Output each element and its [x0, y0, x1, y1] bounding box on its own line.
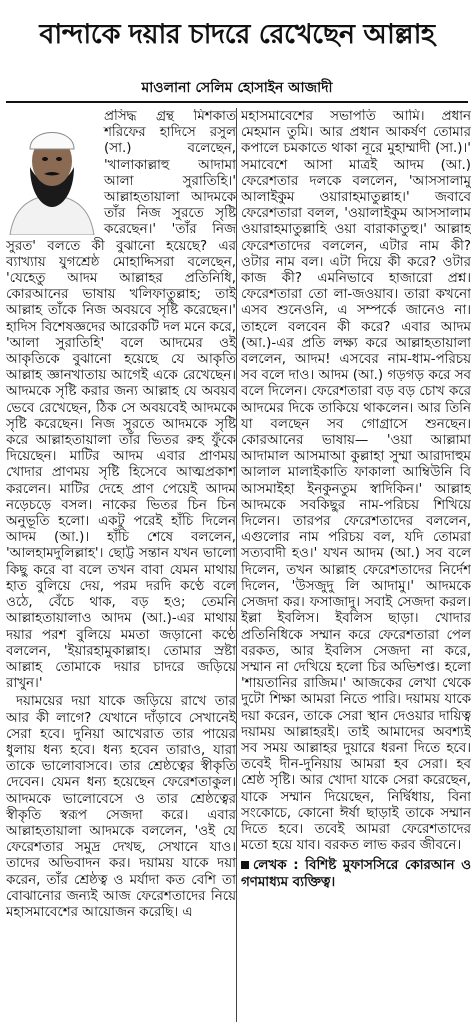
byline-rule	[6, 101, 468, 103]
writer-note	[241, 858, 471, 890]
left-paragraph-2: দয়াময়ের দয়া যাকে জড়িয়ে রাখে তার আর কী লাগে? যেখানে দাঁড়াবে সেখানেই সেরা হবে। দুনিয়া আখেরাত তার পায়ের ধুলায় ধন্য হবে। ধন্য হবেন তারাও, যারা তাকে ভালোবাসবে। তার শ্রেষ্ঠত্বের স্বীকৃতি দেবেন। যেমন ধন্য হয়েছেন ফেরেশতাকুল। আদমকে ভালোবেসে ও তার শ্রেষ্ঠত্বের স্বীকৃতি স্বরূপ সেজদা করে। এবার আল্লাহতায়ালা আদমকে বললেন, 'ওই যে ফেরেশতার সমুদ্র দেখছ, সেখানে যাও। তাদের অভিবাদন কর। দয়াময় যাকে দয়া করেন, তাঁর শ্রেষ্ঠত্ব ও মর্যাদা কত বেশি তা বোঝানোর জন্যই আজ ফেরেশতাদের নিয়ে মহাসমাবেশের আয়োজন করেছি। এ	[6, 694, 236, 920]
author-photo	[6, 109, 98, 235]
writer-label: লেখক :	[253, 858, 299, 874]
right-column	[241, 109, 471, 1021]
article-headline: বান্দাকে দয়ার চাদরে রেখেছেন আল্লাহ	[39, 18, 435, 50]
author-byline: মাওলানা সেলিম হোসাইন আজাদী	[141, 80, 333, 96]
author-portrait-image	[6, 109, 98, 235]
column-divider	[236, 108, 237, 1022]
writer-description: বিশিষ্ট মুফাসসিরে কোরআন ও গণমাধ্যম ব্যক্তিত্ব।	[241, 858, 471, 890]
left-column	[6, 109, 236, 1021]
right-paragraph-1: মহাসমাবেশের সভাপতি আমি। প্রধান মেহমান তুমি। আর প্রধান আকর্ষণ তোমার কপালে চমকাতে থাকা নূরে মুহাম্মাদী (সা.)।' সমাবেশে আসা মাত্রই আদম (আ.) ফেরেশতার দলকে বললেন, 'আসসালামু আলাইকুম ওয়ারাহমাতুল্লাহ।' জবাবে ফেরেশতারা বলল, 'ওয়ালাইকুম আসসালাম ওয়ারাহমাতুল্লাহি ওয়া বারাকাতুহু।' আল্লাহ ফেরেশতাদের বললেন, এটার নাম কী? ওটার নাম বল। এটা দিয়ে কী করে? ওটার কাজ কী? এমনিভাবে হাজারো প্রশ্ন। ফেরেশতারা তো লা-জওয়াব। তারা কখনো এসব শুনেওনি, এ সম্পর্কে জানেও না। তাহলে বলবেন কী করে? এবার আদম (আ.)-এর প্রতি লক্ষ্য করে আল্লাহতায়ালা বললেন, আদম! এসবের নাম-ধাম-পরিচয় সব বলে দাও। আদম (আ.) গড়গড় করে সব বলে দিলেন। ফেরেশতারা বড় বড় চোখ করে আদমের দিকে তাকিয়ে থাকলেন। আর তিনি যা বলছেন সব গোগ্রাসে শুনছেন। কোরআনের ভাষায়— 'ওয়া আল্লামা আদামাল আসমাআ কুল্লাহা সুম্মা আরাদাহুম আলাল মালাইকাতি ফাকালা আম্বিউনি বি আসমাইহা ইনকুনতুম স্বাদিকিন।' আল্লাহ আদমকে সবকিছুর নাম-পরিচয় শিখিয়ে দিলেন। তারপর ফেরেশতাদের বললেন, এগুলোর নাম পরিচয় বল, যদি তোমরা সত্যবাদী হও।' যখন আদম (আ.) সব বলে দিলেন, তখন আল্লাহ ফেরেশতাদের নির্দেশ দিলেন, 'উসজুদু লি আদামু।' আদমকে সেজদা কর। ফসাজাদু। সবাই সেজদা করল। ইল্লা ইবলিস। ইবলিস ছাড়া। খোদার প্রতিনিধিকে সম্মান করে ফেরেশতারা পেল বরকত, আর ইবলিস সেজদা না করে, সম্মান না দেখিয়ে হলো চির অভিশপ্ত। হলো 'শায়তানির রাজিম।' আজকের লেখা থেকে দুটো শিক্ষা আমরা নিতে পারি। দয়াময় যাকে দয়া করেন, তাকে সেরা স্থান দেওয়ার দায়িত্ব দয়াময় আল্লাহরই। তাই আমাদের অবশ্যই সব সময় আল্লাহর দুয়ারে ধরনা দিতে হবে। তবেই দীন-দুনিয়ায় আমরা হব সেরা। হব শ্রেষ্ঠ সৃষ্টি। আর খোদা যাকে সেরা করেছেন, যাকে সম্মান দিয়েছেন, নির্দ্বিধায়, বিনা সংকোচে, কোনো ঈর্ষা ছাড়াই তাকে সম্মান দিতে হবে। তবেই আমরা ফেরেশতাদের মতো হয়ে যাব। বরকত লাভ করব জীবনে।	[241, 109, 471, 854]
bullet-square-icon	[241, 861, 249, 869]
left-paragraph-1: প্রসিদ্ধ গ্রন্থ মিশকাত শরিফের হাদিসে রসুল (সা.) বলেছেন, 'খালাকাল্লাহু আদামা আলা সুরাতিহি।' আল্লাহতায়ালা আদমকে তাঁর নিজ সুরতে সৃষ্টি করেছেন।' 'তাঁর নিজ সুরত' বলতে কী বুঝানো হয়েছে? এর ব্যাখ্যায় যুগশ্রেষ্ঠ মোহাদ্দিসরা বলেছেন, 'যেহেতু আদম আল্লাহর প্রতিনিধি, কোরআনের ভাষায় খলিফাতুল্লাহ; তাই আল্লাহ তাঁকে নিজ অবয়বে সৃষ্টি করেছেন।' হাদিস বিশেষজ্ঞদের আরেকটি দল মনে করে, 'আলা সুরাতিহি' বলে আদমের ওই আকৃতিকে বুঝানো হয়েছে যে আকৃতি আল্লাহ জ্ঞানখাতায় আগেই একে রেখেছেন। আদমকে সৃষ্টি করার জন্য আল্লাহ যে অবয়ব ভেবে রেখেছেন, ঠিক সে অবয়বেই আদমকে সৃষ্টি করেছেন। নিজ সুরতে আদমকে সৃষ্টি করে আল্লাহতায়ালা তাঁর ভিতর রুহ ফুঁকে দিয়েছেন। মাটির আদম এবার প্রাণময় খোদার প্রাণময় সৃষ্টি হিসেবে আত্মপ্রকাশ করলেন। মাটির দেহে প্রাণ পেয়েই আদম নড়েচড়ে বসল। নাকের ভিতর চিন চিন অনুভূতি হলো। একটু পরেই হাঁচি দিলেন আদম (আ.)। হাঁচি শেষে বললেন, 'আলহামদুলিল্লাহ'। ছোট্ট সন্তান যখন ভালো কিছু করে বা বলে তখন বাবা যেমন মাথায় হাত বুলিয়ে দেয়, পরম দরদি কণ্ঠে বলে ওঠে, বেঁচে থাক, বড় হও; তেমনি আল্লাহতায়ালাও আদম (আ.)-এর মাথায় দয়ার পরশ বুলিয়ে মমতা জড়ানো কণ্ঠে বললেন, 'ইয়ারহামুকাল্লাহ। তোমার স্রষ্টা আল্লাহ তোমাকে দয়ার চাদরে জড়িয়ে রাখুন।'	[6, 109, 236, 692]
